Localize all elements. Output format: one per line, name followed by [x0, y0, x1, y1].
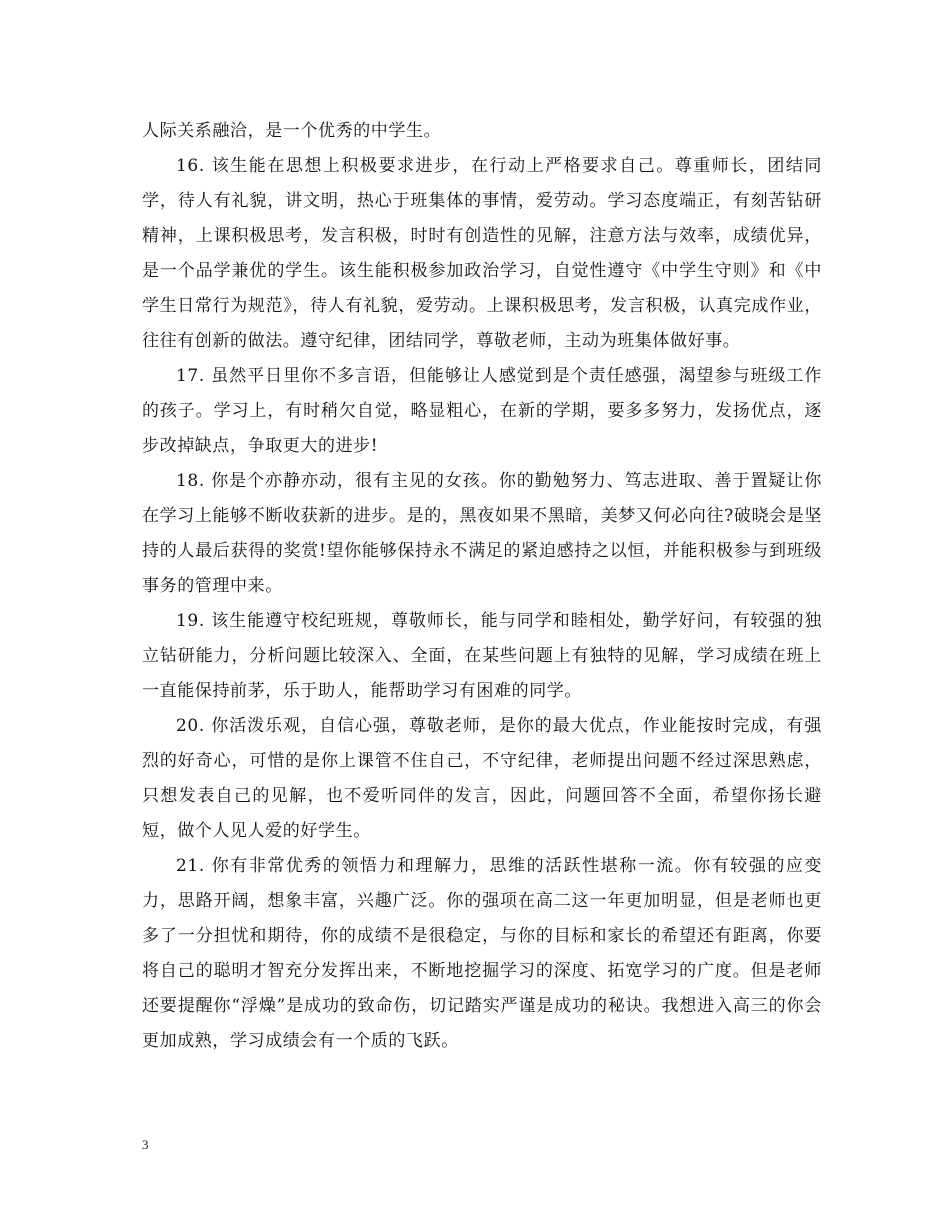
document-body	[142, 114, 822, 1059]
comment-paragraph-16	[142, 149, 822, 359]
paragraph-text: 该生能遵守校纪班规，尊敬师长，能与同学和睦相处，勤学好问，有较强的独立钻研能力，分析问题比较深入、全面，在某些问题上有独特的见解，学习成绩在班上一直能保持前茅，乐于助人，能帮助学习有困难的同学。	[142, 611, 822, 701]
paragraph-number: 19.	[176, 611, 205, 631]
paragraph-number: 17.	[176, 366, 205, 386]
comment-paragraph-18	[142, 464, 822, 604]
paragraph-text: 你活泼乐观，自信心强，尊敬老师，是你的最大优点，作业能按时完成，有强烈的好奇心，可惜的是你上课管不住自己，不守纪律，老师提出问题不经过深思熟虑，只想发表自己的见解，也不爱听同伴的发言，因此，问题回答不全面，希望你扬长避短，做个人见人爱的好学生。	[142, 716, 822, 841]
paragraph-number: 16.	[176, 156, 205, 176]
comment-paragraph-17	[142, 359, 822, 464]
paragraph-number: 21.	[176, 856, 205, 876]
paragraph-text: 你有非常优秀的领悟力和理解力，思维的活跃性堪称一流。你有较强的应变力，思路开阔，想象丰富，兴趣广泛。你的强项在高二这一年更加明显，但是老师也更多了一分担忧和期待，你的成绩不是很稳定，与你的目标和家长的希望还有距离，你要将自己的聪明才智充分发挥出来，不断地挖掘学习的深度、拓宽学习的广度。但是老师还要提醒你“浮燥”是成功的致命伤，切记踏实严谨是成功的秘诀。我想进入高三的你会更加成熟，学习成绩会有一个质的飞跃。	[142, 856, 822, 1051]
paragraph-number: 20.	[176, 716, 205, 736]
comment-paragraph-20	[142, 709, 822, 849]
paragraph-text: 你是个亦静亦动，很有主见的女孩。你的勤勉努力、笃志进取、善于置疑让你在学习上能够不断收获新的进步。是的，黑夜如果不黑暗，美梦又何必向往?破晓会是坚持的人最后获得的奖赏!望你能够保持永不满足的紧迫感持之以恒，并能积极参与到班级事务的管理中来。	[142, 471, 822, 596]
continuation-paragraph: 人际关系融洽，是一个优秀的中学生。	[142, 121, 442, 141]
page-number: 3	[142, 1137, 149, 1152]
comment-paragraph-21	[142, 849, 822, 1059]
paragraph-text: 虽然平日里你不多言语，但能够让人感觉到是个责任感强，渴望参与班级工作的孩子。学习上，有时稍欠自觉，略显粗心，在新的学期，要多多努力，发扬优点，逐步改掉缺点，争取更大的进步!	[142, 366, 822, 456]
comment-paragraph-19	[142, 604, 822, 709]
paragraph-text: 该生能在思想上积极要求进步，在行动上严格要求自己。尊重师长，团结同学，待人有礼貌，讲文明，热心于班集体的事情，爱劳动。学习态度端正，有刻苦钻研精神，上课积极思考，发言积极，时时有创造性的见解，注意方法与效率，成绩优异，是一个品学兼优的学生。该生能积极参加政治学习，自觉性遵守《中学生守则》和《中学生日常行为规范》，待人有礼貌，爱劳动。上课积极思考，发言积极，认真完成作业，往往有创新的做法。遵守纪律，团结同学，尊敬老师，主动为班集体做好事。	[142, 156, 822, 351]
paragraph-number: 18.	[176, 471, 205, 491]
